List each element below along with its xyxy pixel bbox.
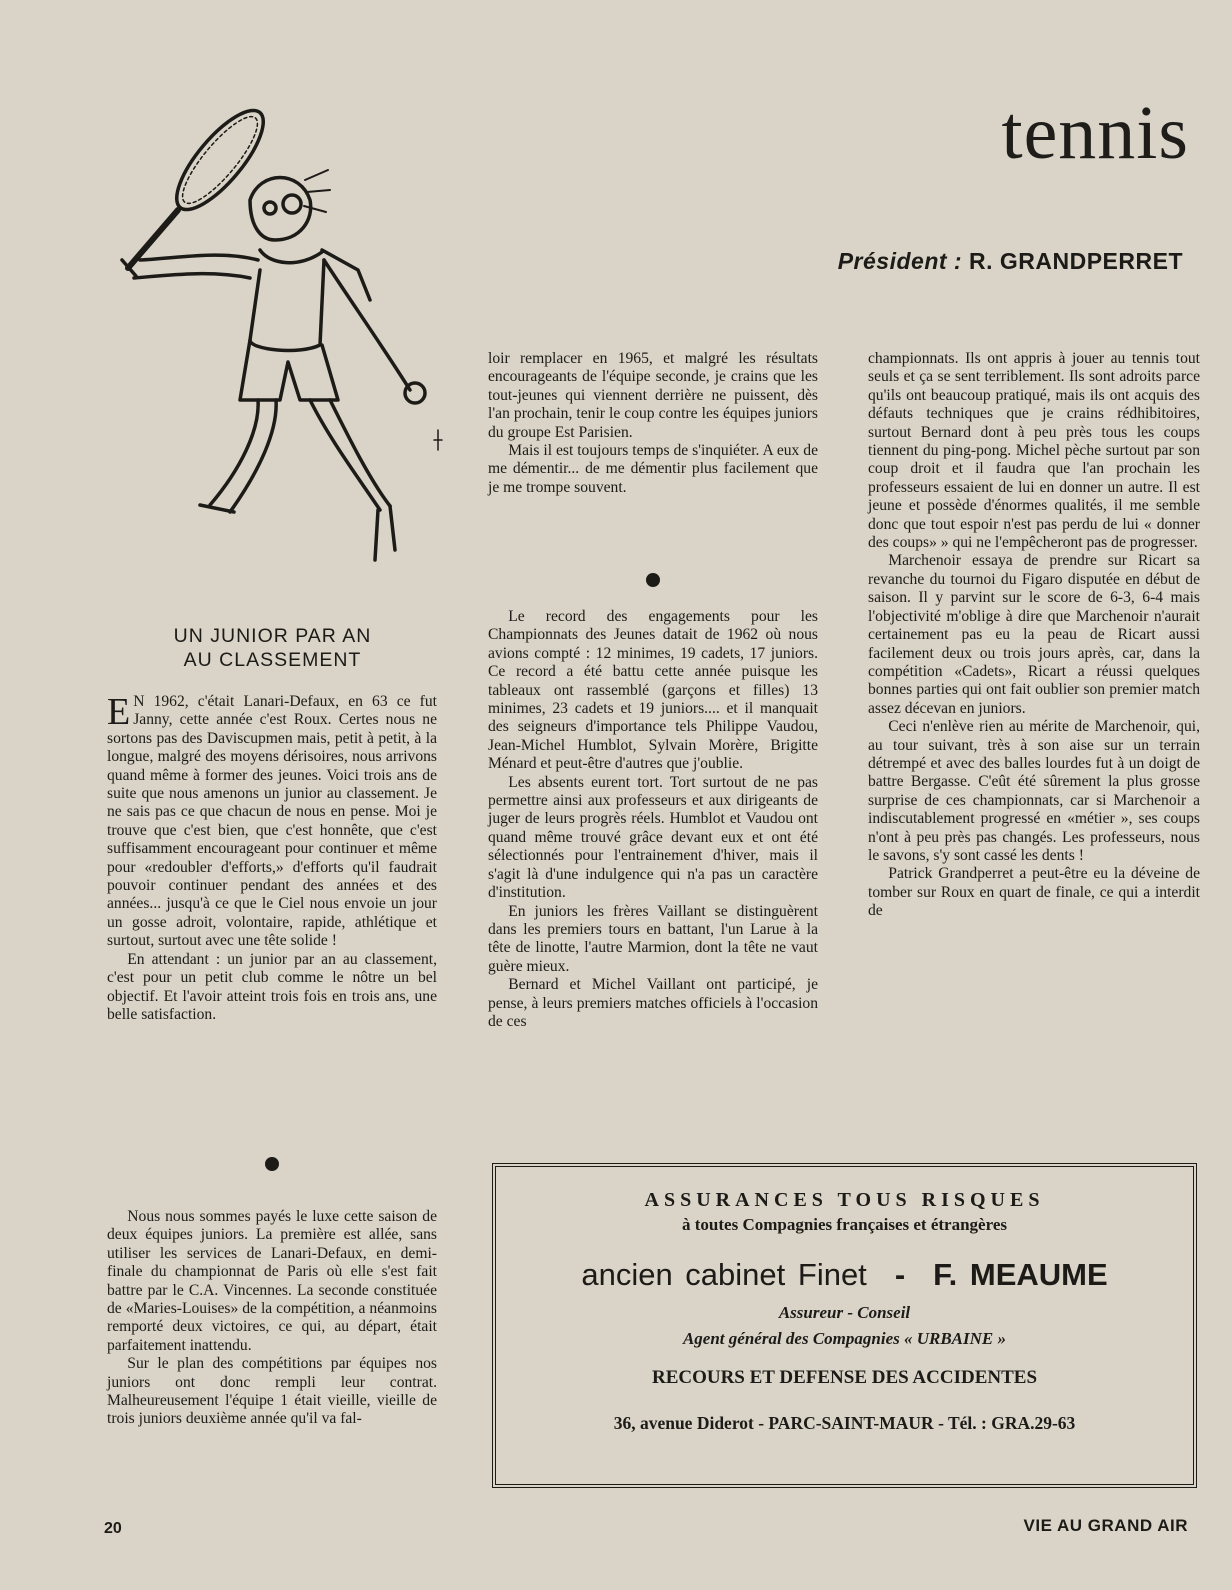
ad-separator: - (894, 1257, 906, 1292)
ad-agency-former: ancien cabinet Finet (581, 1257, 867, 1292)
column-1-top (107, 693, 437, 1024)
paragraph (107, 693, 437, 951)
bullet-separator (265, 1157, 279, 1171)
paragraph: Bernard et Michel Vaillant ont participé, je pense, à leurs premiers matches officiels à l'occasion de ces (488, 976, 818, 1030)
ad-headline: ASSURANCES TOUS RISQUES (644, 1189, 1045, 1211)
heading-line-1: UN JUNIOR PAR AN (173, 625, 372, 647)
column-2-top (488, 350, 818, 497)
paragraph-text: N 1962, c'était Lanari-Defaux, en 63 ce fut Janny, cette année c'est Roux. Certes nous ne sortons pas des Daviscupmen mais, petit à petit, à la longue, malgré des moyens dérisoires, nous arrivons quand même à former des jeunes. Voici trois ans de suite que nous amenons un junior au classement. Je ne sais pas ce que chacun de nous en pense. Moi je trouve que c'est bien, que c'est honnête, que c'est suffisamment encourageant pour continuer et même pour «redoubler d'efforts,» d'efforts qu'il faudrait pouvoir continuer pendant des années et des années... jusqu'à ce que le Ciel nous envoie un jour un gosse adroit, volontaire, rapide, athlétique et surtout, surtout avec une tête solide ! (107, 693, 437, 950)
drop-cap: E (107, 691, 131, 733)
column-2-bottom (488, 608, 818, 1031)
president-line (838, 248, 1183, 275)
ad-service-line: RECOURS ET DEFENSE DES ACCIDENTES (651, 1367, 1038, 1388)
ad-agency-line (496, 1257, 1193, 1293)
ad-address-line: 36, avenue Diderot - PARC-SAINT-MAUR - Tél. : GRA.29-63 (613, 1413, 1076, 1433)
paragraph: loir remplacer en 1965, et malgré les résultats encourageants de l'équipe seconde, je crains que les tout-jeunes qui viennent derrière ne puissent, dès l'an prochain, tenir le coup contre les équipes juniors du groupe Est Parisien. (488, 350, 818, 441)
ad-title: Assureur - Conseil (778, 1303, 911, 1322)
insurance-advertisement (492, 1163, 1197, 1488)
paragraph: Les absents eurent tort. Tort surtout de ne pas permettre ainsi aux professeurs et aux dirigeants de juger de leurs progrès réels. Humblot et Vaudou ont quand même trouvé grâce devant eux et ont été sélectionnés pour l'entrainement d'hiver, mais il s'agit là d'une indulgence qui n'a pas un caractère d'institution. (488, 773, 818, 902)
column-3 (868, 350, 1200, 921)
tennis-player-drawing-icon (100, 100, 445, 580)
section-title: tennis (1001, 91, 1189, 175)
column-1-bottom (107, 1208, 437, 1429)
paragraph: Sur le plan des compétitions par équipes nos juniors ont donc rempli leur contrat. Malheureusement l'équipe 1 était vieille, vieille de trois juniors deuxième année qu'il va fal- (107, 1355, 437, 1428)
paragraph: En juniors les frères Vaillant se distinguèrent dans les premiers tours en battant, l'un Larue à la tête de linotte, l'autre Marmion, dont la tête ne vaut guère mieux. (488, 902, 818, 975)
president-name: R. GRANDPERRET (968, 248, 1183, 274)
ad-agency-name: F. MEAUME (933, 1257, 1108, 1292)
paragraph: championnats. Ils ont appris à jouer au tennis tout seuls et ça se sent terriblement. Ils sont adroits parce qu'ils ont beaucoup pratiqué, mais ils ont acquis des défauts techniques que je crains rédhibitoires, surtout Bernard dont à peu près tous les coups tiennent du ping-pong. Michel pèche surtout par son coup droit et il faudra que l'an prochain les professeurs essaient de lui en donner un autre. Il est jeune et possède d'énormes qualités, il me semble donc que tout espoir n'est pas perdu de lui « donner des coups» » qui ne l'empêcheront pas de progresser. (868, 350, 1200, 552)
publication-name: VIE AU GRAND AIR (1023, 1516, 1188, 1535)
ad-agent-line: Agent général des Compagnies « URBAINE » (682, 1329, 1007, 1348)
bullet-separator (646, 573, 660, 587)
page-number: 20 (104, 1520, 122, 1537)
paragraph: Mais il est toujours temps de s'inquiéter. A eux de me démentir... de me démentir plus facilement que je me trompe souvent. (488, 442, 818, 496)
president-role: Président : (837, 248, 963, 274)
ad-subheadline: à toutes Compagnies françaises et étrangères (682, 1215, 1007, 1234)
article-heading (120, 624, 425, 672)
heading-line-2: AU CLASSEMENT (183, 649, 362, 671)
paragraph: Ceci n'enlève rien au mérite de Marchenoir, qui, au tour suivant, très à son aise sur un terrain détrempé et avec des balles lourdes fut à un doigt de battre Bergasse. C'eût été sûrement la plus grosse surprise de ces championnats, car si Marchenoir a indiscutablement progressé en «métier », ses coups n'ont à peu près pas changés. Les professeurs, nous le savons, s'y sont cassé les dents ! (868, 718, 1200, 864)
paragraph: Patrick Grandperret a peut-être eu la déveine de tomber sur Roux en quart de finale, ce qui a interdit de (868, 865, 1200, 920)
paragraph: Nous nous sommes payés le luxe cette saison de deux équipes juniors. La première est allée, sans utiliser les services de Lanari-Defaux, en demi-finale du championnat de Paris où elle s'est fait battre par le C.A. Vincennes. La seconde constituée de «Maries-Louises» de la compétition, a néanmoins remporté deux victoires, ce qui, au départ, était parfaitement inattendu. (107, 1208, 437, 1354)
paragraph: En attendant : un junior par an au classement, c'est pour un petit club comme le nôtre un bel objectif. Et l'avoir atteint trois fois en trois ans, une belle satisfaction. (107, 950, 437, 1023)
paragraph: Le record des engagements pour les Championnats des Jeunes datait de 1962 où nous avions compté : 12 minimes, 19 cadets, 17 juniors. Ce record a été battu cette année puisque les tableaux ont rassemblé (garçons et filles) 13 minimes, 23 cadets et 19 juniors.... et il manquait des seigneurs d'importance tels Philippe Vaudou, Jean-Michel Humblot, Sylvain Morère, Brigitte Ménard et peut-être d'autres que j'oublie. (488, 608, 818, 773)
paragraph: Marchenoir essaya de prendre sur Ricart sa revanche du tournoi du Figaro disputée en début de saison. Il y parvint sur le score de 6-3, 6-4 mais l'objectivité m'oblige à dire que Marchenoir n'aurait certainement pas eu la peau de Ricart aussi facilement deux ou trois jours après, car, dans la compétition «Cadets», Ricart a réussi quelques bonnes parties qui ont fait oublier son premier match assez décevan en juniors. (868, 552, 1200, 717)
